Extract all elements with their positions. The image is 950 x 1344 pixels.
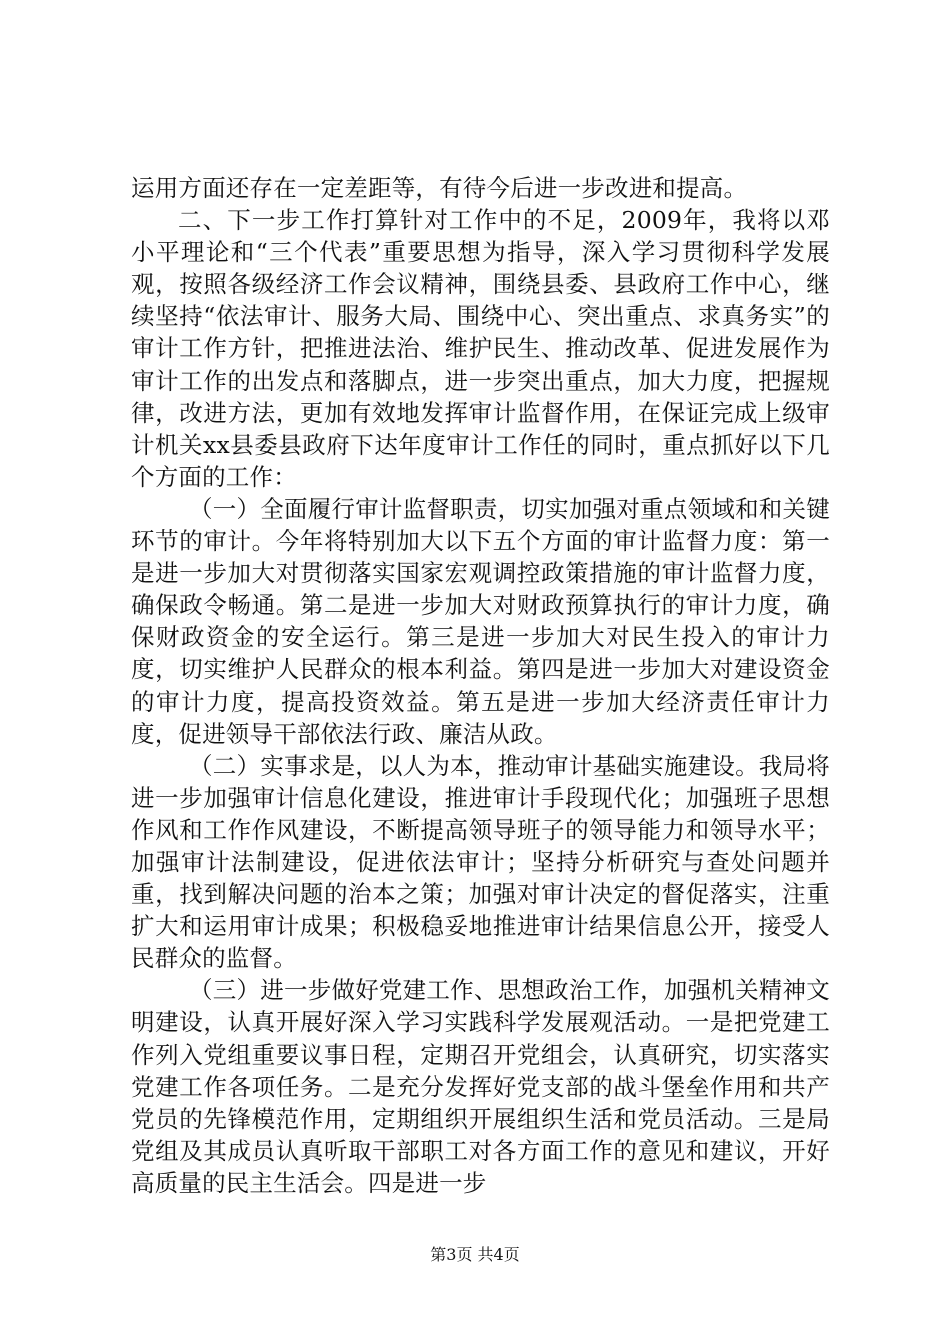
paragraph-item-one: （一）全面履行审计监督职责，切实加强对重点领域和和关键环节的审计。今年将特别加大以下五个方面的审计监督力度：第一是进一步加大对贯彻落实国家宏观调控政策措施的审计监督力度，确保政令畅通。第二是进一步加大对财政预算执行的审计力度，确保财政资金的安全运行。第三是进一步加大对民生投入的审计力度，切实维护人民群众的根本利益。第四是进一步加大对建设资金的审计力度，提高投资效益。第五是进一步加大经济责任审计力度，促进领导干部依法行政、廉洁从政。 [131, 494, 830, 748]
page-footer: 第3页 共4页 [430, 1245, 520, 1264]
paragraph-section-two: 二、下一步工作打算针对工作中的不足，2009年，我将以邓小平理论和“三个代表”重要思想为指导，深入学习贯彻科学发展观，按照各级经济工作会议精神，围绕县委、县政府工作中心，继续坚持“依法审计、服务大局、围绕中心、突出重点、求真务实”的审计工作方针，把推进法治、维护民生、推动改革、促进发展作为审计工作的出发点和落脚点，进一步突出重点，加大力度，把握规律，改进方法，更加有效地发挥审计监督作用，在保证完成上级审计机关xx县委县政府下达年度审计工作任的同时，重点抓好以下几个方面的工作： [131, 206, 830, 491]
paragraph-item-two: （二）实事求是，以人为本，推动审计基础实施建设。我局将进一步加强审计信息化建设，推进审计手段现代化；加强班子思想作风和工作作风建设，不断提高领导班子的领导能力和领导水平；加强审计法制建设，促进依法审计；坚持分析研究与查处问题并重，找到解决问题的治本之策；加强对审计决定的督促落实，注重扩大和运用审计成果；积极稳妥地推进审计结果信息公开，接受人民群众的监督。 [131, 751, 830, 973]
paragraph-continuation: 运用方面还存在一定差距等，有待今后进一步改进和提高。 [131, 174, 748, 202]
paragraph-item-three: （三）进一步做好党建工作、思想政治工作，加强机关精神文明建设，认真开展好深入学习实践科学发展观活动。一是把党建工作列入党组重要议事日程，定期召开党组会，认真研究，切实落实党建工作各项任务。二是充分发挥好党支部的战斗堡垒作用和共产党员的先锋模范作用，定期组织开展组织生活和党员活动。三是局党组及其成员认真听取干部职工对各方面工作的意见和建议，开好高质量的民主生活会。四是进一步 [131, 976, 830, 1197]
document-body [131, 172, 830, 1199]
